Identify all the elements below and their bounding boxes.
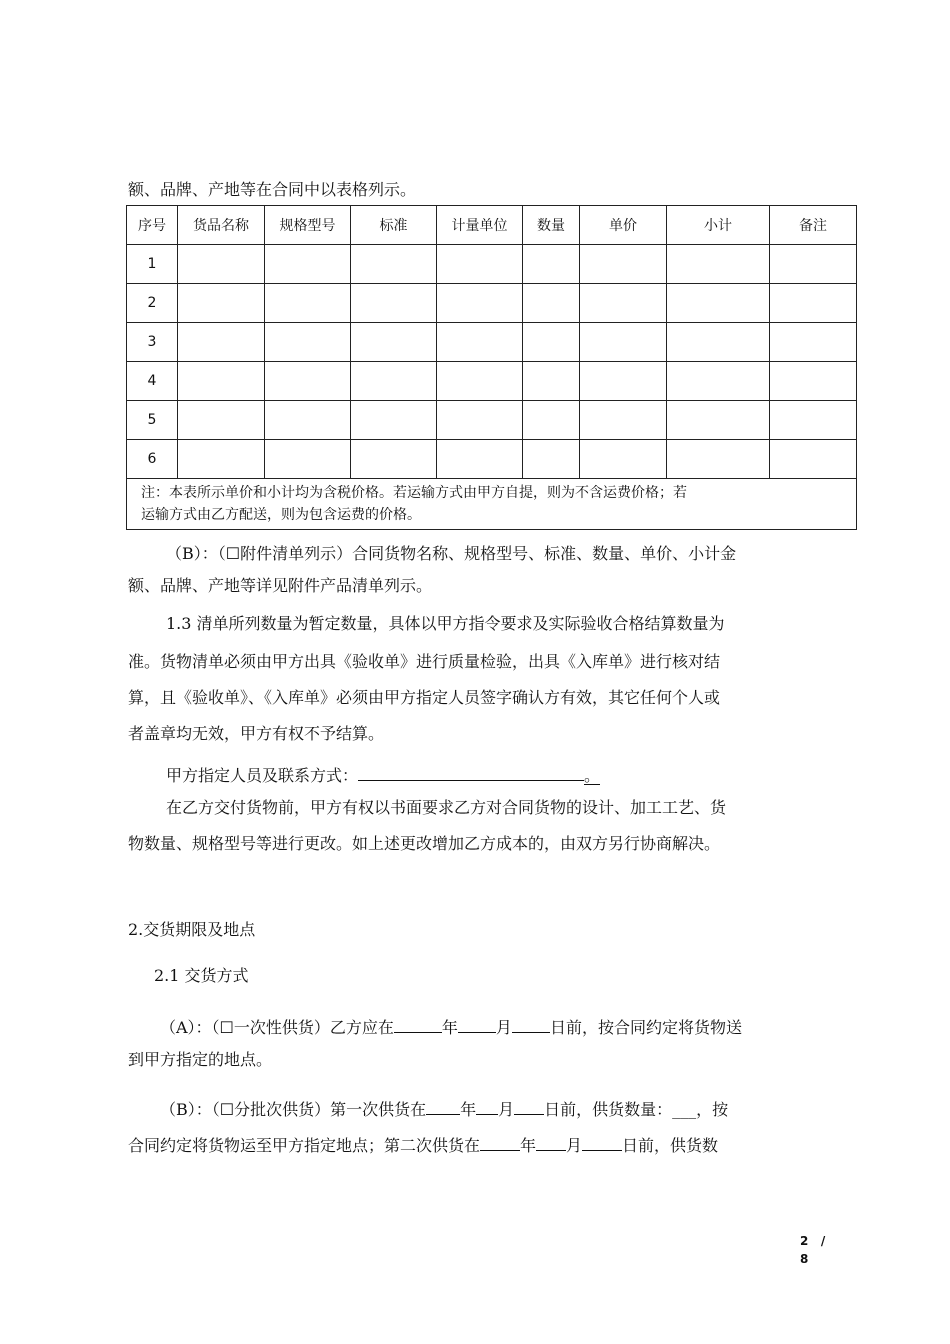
table-cell	[437, 401, 523, 440]
table-cell	[437, 284, 523, 323]
table-cell	[770, 440, 857, 479]
section-2-title: 2.交货期限及地点	[128, 920, 256, 939]
para-13-line1: 1.3 清单所列数量为暂定数量，具体以甲方指令要求及实际验收合格结算数量为	[166, 614, 725, 633]
table-cell	[437, 323, 523, 362]
option-a-day-blank[interactable]	[512, 1014, 550, 1033]
table-cell	[351, 245, 437, 284]
table-cell	[437, 362, 523, 401]
para-13-line2: 准。货物清单必须由甲方出具《验收单》进行质量检验，出具《入库单》进行核对结	[128, 652, 721, 671]
page-total: 8	[800, 1252, 809, 1266]
table-cell	[580, 284, 667, 323]
col-header-standard: 标准	[351, 206, 437, 245]
change-line1: 在乙方交付货物前，甲方有权以书面要求乙方对合同货物的设计、加工工艺、货	[166, 798, 727, 817]
table-cell	[523, 245, 580, 284]
option-b-month2: 月	[566, 1136, 583, 1155]
table-row	[127, 362, 857, 401]
table-cell	[523, 323, 580, 362]
option-a-year: 年	[441, 1018, 458, 1037]
col-header-unit: 计量单位	[437, 206, 523, 245]
table-cell	[523, 362, 580, 401]
table-cell	[178, 401, 265, 440]
option-a-suffix: 日前，按合同约定将货物送	[549, 1018, 742, 1037]
option-b-day2-blank[interactable]	[582, 1132, 622, 1151]
section-21-title: 2.1 交货方式	[154, 966, 249, 985]
table-cell	[667, 245, 770, 284]
change-line2: 物数量、规格型号等进行更改。如上述更改增加乙方成本的，由双方另行协商解决。	[128, 834, 721, 853]
table-cell	[265, 323, 351, 362]
option-b-month: 月	[498, 1100, 515, 1119]
page-current: 2	[800, 1234, 809, 1248]
table-cell	[265, 245, 351, 284]
col-header-name: 货品名称	[178, 206, 265, 245]
option-a-month-blank[interactable]	[458, 1014, 496, 1033]
table-cell	[265, 284, 351, 323]
row-index: 1	[127, 245, 178, 284]
table-cell	[667, 323, 770, 362]
option-b-year2: 年	[520, 1136, 537, 1155]
option-b-month-blank[interactable]	[476, 1096, 498, 1115]
contact-line	[166, 762, 600, 786]
table-row	[127, 284, 857, 323]
table-cell	[523, 401, 580, 440]
option-b-day-blank[interactable]	[514, 1096, 544, 1115]
table-cell	[523, 440, 580, 479]
table-cell	[770, 401, 857, 440]
col-header-remark: 备注	[770, 206, 857, 245]
goods-table	[126, 205, 857, 530]
table-cell	[265, 401, 351, 440]
page-number	[800, 1232, 825, 1268]
table-cell	[437, 245, 523, 284]
contact-blank[interactable]	[358, 762, 584, 781]
table-cell	[351, 362, 437, 401]
table-cell	[265, 362, 351, 401]
table-row	[127, 401, 857, 440]
para-b-line1: （B）：（☐附件清单列示）合同货物名称、规格型号、标准、数量、单价、小计金	[166, 544, 737, 563]
para-13-line4: 者盖章均无效，甲方有权不予结算。	[128, 724, 385, 743]
table-cell	[580, 440, 667, 479]
row-index: 4	[127, 362, 178, 401]
table-cell	[580, 323, 667, 362]
option-b-year: 年	[460, 1100, 477, 1119]
table-cell	[580, 401, 667, 440]
table-cell	[178, 440, 265, 479]
row-index: 3	[127, 323, 178, 362]
table-cell	[580, 245, 667, 284]
table-cell	[770, 323, 857, 362]
table-row	[127, 323, 857, 362]
option-b-prefix: （B）：（☐分批次供货）第一次供货在	[160, 1100, 427, 1119]
col-header-spec: 规格型号	[265, 206, 351, 245]
table-cell	[178, 284, 265, 323]
contact-label: 甲方指定人员及联系方式：	[166, 766, 359, 785]
table-cell	[770, 362, 857, 401]
table-cell	[667, 440, 770, 479]
table-note-row	[127, 479, 857, 530]
option-a-line1	[160, 1014, 742, 1038]
table-cell	[265, 440, 351, 479]
option-a-line2: 到甲方指定的地点。	[128, 1050, 273, 1069]
table-cell	[770, 284, 857, 323]
table-note-line1: 注：本表所示单价和小计均为含税价格。若运输方式由甲方自提，则为不含运费价格；若	[141, 485, 687, 501]
intro-text: 额、品牌、产地等在合同中以表格列示。	[128, 180, 417, 199]
table-cell	[351, 284, 437, 323]
table-cell	[580, 362, 667, 401]
option-b-line2	[128, 1132, 718, 1156]
table-header-row	[127, 206, 857, 245]
option-a-year-blank[interactable]	[394, 1014, 442, 1033]
page-separator: /	[820, 1234, 826, 1248]
para-13-line3: 算，且《验收单》、《入库单》必须由甲方指定人员签字确认方有效，其它任何个人或	[128, 688, 721, 707]
table-note	[127, 479, 857, 530]
option-a-month: 月	[495, 1018, 512, 1037]
option-a-prefix: （A）：（☐一次性供货）乙方应在	[160, 1018, 394, 1037]
col-header-subtotal: 小计	[667, 206, 770, 245]
option-b-year-blank[interactable]	[426, 1096, 460, 1115]
table-row	[127, 245, 857, 284]
col-header-index: 序号	[127, 206, 178, 245]
col-header-price: 单价	[580, 206, 667, 245]
table-cell	[351, 401, 437, 440]
table-row	[127, 440, 857, 479]
table-note-line2: 运输方式由乙方配送，则为包含运费的价格。	[141, 507, 421, 523]
table-cell	[351, 440, 437, 479]
table-cell	[770, 245, 857, 284]
contact-end: 。	[584, 766, 601, 785]
table-cell	[667, 284, 770, 323]
option-b-mid: 日前，供货数量：___，按	[544, 1100, 729, 1119]
table-cell	[178, 245, 265, 284]
option-b-year2-blank[interactable]	[480, 1132, 520, 1151]
para-b-line2: 额、品牌、产地等详见附件产品清单列示。	[128, 576, 433, 595]
table-cell	[437, 440, 523, 479]
option-b-line2-suffix: 日前，供货数	[622, 1136, 719, 1155]
row-index: 6	[127, 440, 178, 479]
option-b-month2-blank[interactable]	[536, 1132, 566, 1151]
table-cell	[523, 284, 580, 323]
row-index: 5	[127, 401, 178, 440]
table-cell	[178, 362, 265, 401]
table-cell	[178, 323, 265, 362]
table-cell	[667, 401, 770, 440]
option-b-line2-prefix: 合同约定将货物运至甲方指定地点；第二次供货在	[128, 1136, 481, 1155]
col-header-quantity: 数量	[523, 206, 580, 245]
table-cell	[351, 323, 437, 362]
row-index: 2	[127, 284, 178, 323]
table-cell	[667, 362, 770, 401]
option-b-line1	[160, 1096, 728, 1120]
